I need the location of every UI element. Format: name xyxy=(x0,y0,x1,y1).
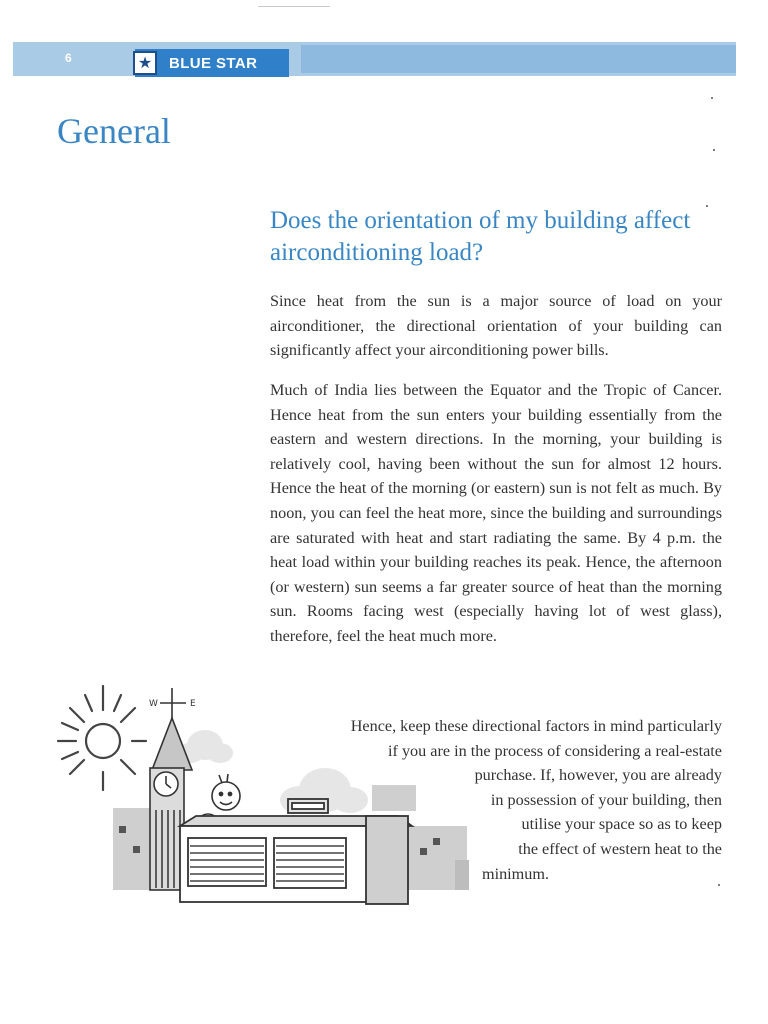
paragraph-2: Much of India lies between the Equator and the Tropic of Cancer. Hence heat from the sun enters your building essentially from the eastern and western directions. In the morning, your building is relatively cool, having been without the sun for almost 12 hours. Hence the heat of the morning (or eastern) sun is not felt as much. By noon, you can feel the heat more, since the building and surroundings are saturated with heat and start radiating the same. By 4 p.m. the heat load within your building reaches its peak. Hence, the afternoon (or western) sun seems a far greater source of heat than the morning sun. Rooms facing west (especially having lot of west glass), therefore, feel the heat much more. xyxy=(270,381,722,645)
brand-logo xyxy=(135,49,289,77)
closing-line: the effect of western heat to the xyxy=(518,839,722,858)
weathervane-east-label: E xyxy=(190,699,196,709)
question-heading: Does the orientation of my building affect airconditioning load? xyxy=(270,207,691,266)
closing-line: utilise your space so as to keep xyxy=(521,815,722,834)
weathervane-west-label: W xyxy=(149,699,158,709)
closing-line: Hence, keep these directional factors in mind particularly xyxy=(350,717,722,735)
scan-speck xyxy=(713,149,715,151)
scan-speck xyxy=(718,884,720,886)
paragraph-1: Since heat from the sun is a major source of load on your airconditioner, the directional orientation of your building can significantly affect your airconditioning power bills. xyxy=(270,292,722,360)
closing-line: purchase. If, however, you are already xyxy=(474,766,722,785)
character-icon xyxy=(201,774,240,822)
closing-line: in possession of your building, then xyxy=(490,790,722,809)
star-icon: ★ xyxy=(133,51,157,75)
scan-speck xyxy=(711,97,713,99)
header-band-right xyxy=(301,45,736,73)
section-title: General xyxy=(57,111,171,151)
clock-tower-icon xyxy=(149,688,196,890)
top-rule xyxy=(258,6,330,7)
header-bar xyxy=(13,42,736,76)
page-number: 6 xyxy=(65,51,72,65)
brand-name: BLUE STAR xyxy=(169,54,258,72)
closing-line: minimum. xyxy=(482,864,550,883)
closing-paragraph xyxy=(270,714,722,886)
closing-line: if you are in the process of considering a real-estate xyxy=(388,741,722,760)
scan-speck xyxy=(706,205,708,207)
sun-icon xyxy=(58,686,146,790)
